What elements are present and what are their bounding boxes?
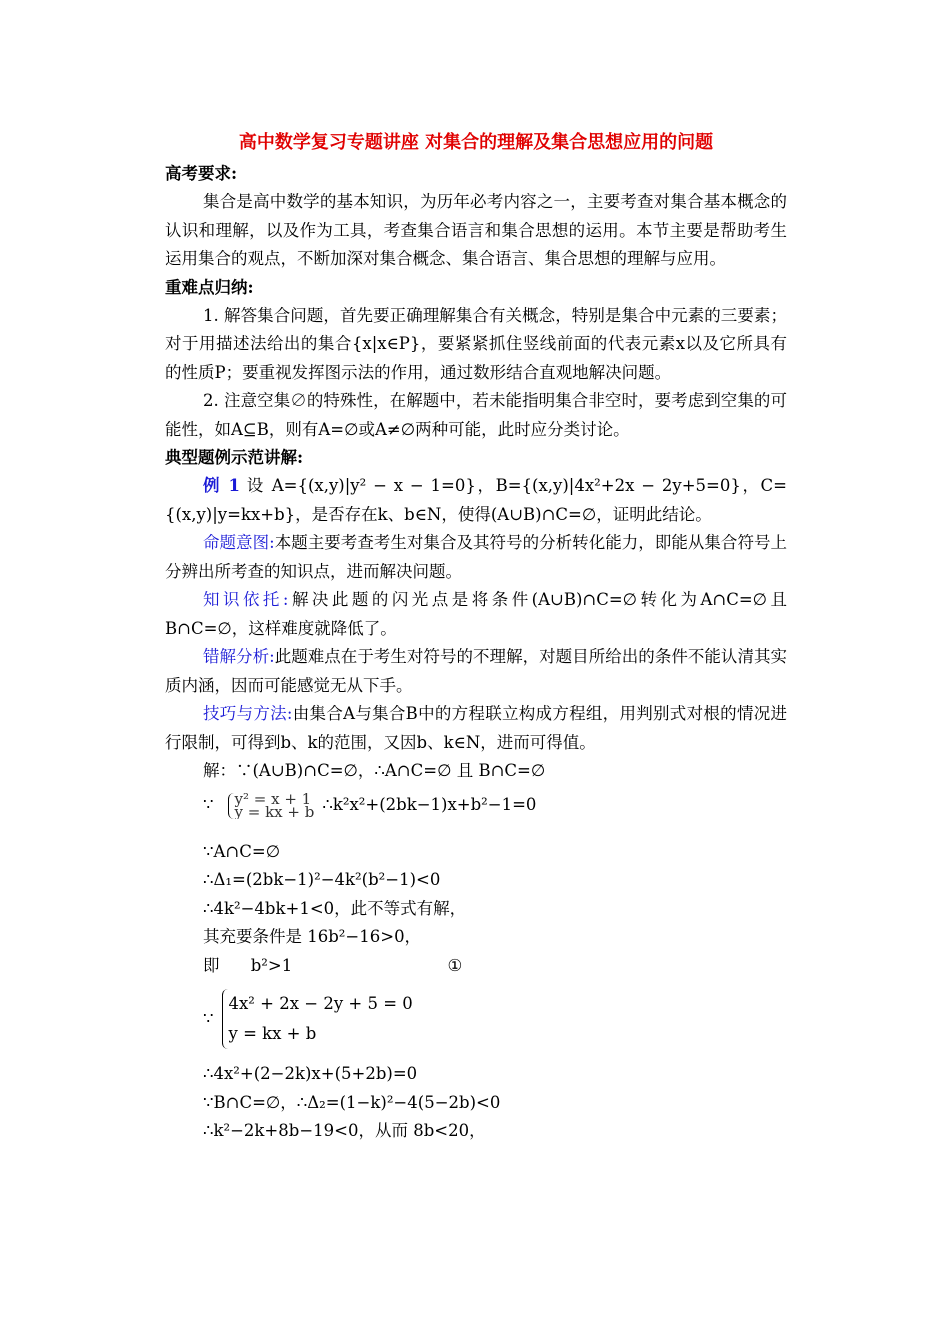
method-label: 技巧与方法: (203, 704, 293, 723)
solution-line-2 (165, 786, 787, 826)
solution-line-2-result: ∴k²x²+(2bk−1)x+b²−1=0 (322, 795, 537, 815)
example-1-text: 设 A={(x,y)|y² − x − 1=0}，B={(x,y)|4x²+2x − 2y+5=0}，C={(x,y)|y=kx+b}，是否存在k、b∈N，使得(A∪B)∩C=∅，证明此结论。 (165, 476, 788, 524)
solution-line-3: ∵A∩C=∅ (203, 841, 281, 861)
solution-line-10: ∵B∩C=∅，∴Δ₂=(1−k)²−4(5−2b)<0 (203, 1092, 501, 1112)
knowledge-label: 知识依托: (203, 590, 289, 609)
knowledge-paragraph (165, 586, 787, 643)
example-1-label: 例 1 (203, 476, 240, 495)
example-1-statement (165, 472, 787, 529)
solution-line-4: ∴Δ₁=(2bk−1)²−4k²(b²−1)<0 (203, 870, 441, 889)
error-text: 此题难点在于考生对符号的不理解，对题目所给出的条件不能认清其实质内涵，因而可能感觉无从下手。 (165, 647, 788, 695)
solution-line-7-expr: b²>1 (250, 955, 293, 975)
difficulty-point-2: 2. 注意空集∅的特殊性，在解题中，若未能指明集合非空时，要考虑到空集的可能性，如A⊆B，则有A=∅或A≠∅两种可能，此时应分类讨论。 (165, 391, 787, 439)
document-title: 高中数学复习专题讲座 对集合的理解及集合思想应用的问题 (238, 132, 714, 153)
solution-line-7 (165, 952, 787, 981)
requirements-paragraph: 集合是高中数学的基本知识，为历年必考内容之一，主要考查对集合基本概念的认识和理解，以及作为工具，考查集合语言和集合思想的运用。本节主要是帮助考生运用集合的观点，不断加深对集合概念、集合语言、集合思想的理解与应用。 (165, 192, 787, 268)
method-paragraph (165, 700, 787, 757)
system-2-eq-2: y = kx + b (228, 1024, 317, 1043)
knowledge-text: 解决此题的闪光点是将条件(A∪B)∩C=∅转化为A∩C=∅且B∩C=∅，这样难度就降低了。 (165, 590, 787, 638)
section-heading-difficulties: 重难点归纳: (165, 277, 254, 297)
solution-line-8 (165, 984, 787, 1054)
intent-paragraph (165, 529, 787, 586)
because-symbol: ∵ (203, 795, 214, 815)
difficulty-point-1: 1. 解答集合问题，首先要正确理解集合有关概念，特别是集合中元素的三要素；对于用描述法给出的集合{x|x∈P}，要紧紧抓住竖线前面的代表元素x以及它所具有的性质P；要重视发挥图示法的作用，通过数形结合直观地解决问题。 (165, 305, 787, 382)
system-1-eq-2: y = kx + b (234, 802, 315, 819)
solution-line-11: ∴k²−2k+8b−19<0，从而 8b<20， (203, 1121, 486, 1140)
method-text: 由集合A与集合B中的方程联立构成方程组，用判别式对根的情况进行限制，可得到b、k的范围，又因b、k∈N，进而可得值。 (165, 704, 788, 752)
equation-system-1 (228, 793, 315, 819)
document-page (165, 130, 787, 1146)
system-1-eq-1: y² = x + 1 (234, 792, 312, 808)
section-heading-examples: 典型题例示范讲解: (165, 448, 304, 467)
solution-line-7-prefix: 即 (203, 955, 220, 975)
solution-line-6: 其充要条件是 16b²−16>0， (203, 927, 422, 946)
section-heading-requirements: 高考要求: (165, 164, 238, 183)
brace-2 (222, 989, 413, 1049)
error-paragraph (165, 643, 787, 700)
solution-line-1: 解：∵(A∪B)∩C=∅，∴A∩C=∅ 且 B∩C=∅ (203, 761, 546, 780)
intent-label: 命题意图: (203, 533, 275, 552)
system-2-eq-1: 4x² + 2x − 2y + 5 = 0 (228, 994, 413, 1013)
circled-one-marker: ① (447, 955, 463, 975)
solution-line-5: ∴4k²−4bk+1<0，此不等式有解， (203, 898, 467, 918)
error-label: 错解分析: (203, 647, 275, 666)
solution-line-9: ∴4x²+(2−2k)x+(5+2b)=0 (203, 1064, 418, 1083)
intent-text: 本题主要考查考生对集合及其符号的分析转化能力，即能从集合符号上分辨出所考查的知识点，进而解决问题。 (165, 533, 788, 581)
because-symbol-2: ∵ (203, 1008, 214, 1028)
brace-1 (228, 793, 315, 819)
equation-system-2 (222, 989, 413, 1049)
